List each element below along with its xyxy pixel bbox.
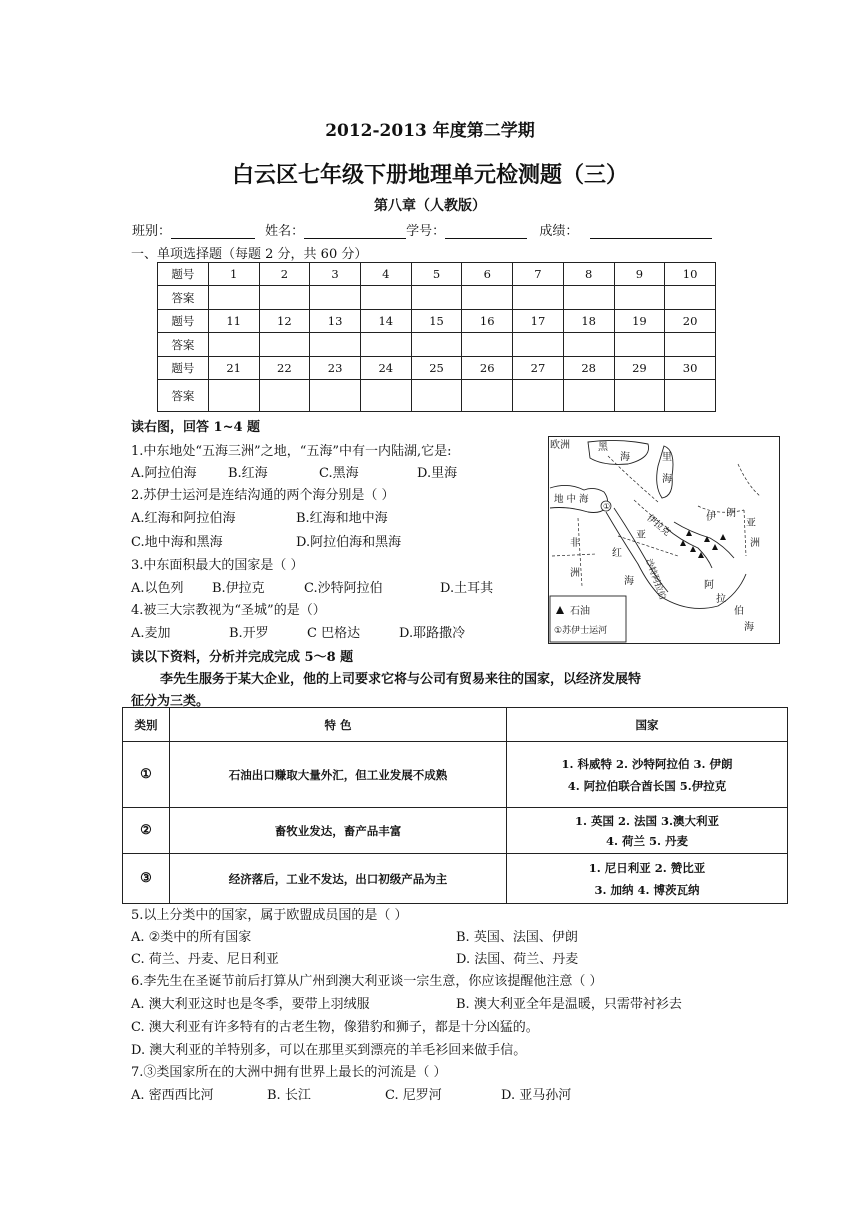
question-number: 12: [259, 310, 310, 333]
student-info-fields: [132, 220, 712, 239]
row-label-number: 题号: [158, 310, 209, 333]
option[interactable]: D.阿拉伯海和黑海: [296, 535, 402, 550]
option[interactable]: D. 亚马孙河: [501, 1088, 572, 1103]
answer-cell[interactable]: [462, 286, 513, 310]
option[interactable]: A. 澳大利亚这时也是冬季，要带上羽绒服: [131, 997, 370, 1012]
option[interactable]: B.红海: [228, 466, 268, 481]
option[interactable]: D. 澳大利亚的羊特别多，可以在那里买到漂亮的羊毛衫回来做手信。: [131, 1043, 527, 1058]
map-label: 海: [624, 576, 634, 587]
map-label: ①: [603, 502, 611, 511]
answer-cell[interactable]: [614, 333, 665, 357]
feature-cell: 石油出口赚取大量外汇，但工业发展不成熟: [170, 742, 507, 808]
map-label: 洲: [570, 568, 580, 579]
option[interactable]: C 巴格达: [307, 626, 361, 641]
map-label: 朗: [726, 508, 736, 519]
map-label: 非: [570, 538, 580, 549]
option[interactable]: B.伊拉克: [212, 581, 265, 596]
material-text-2: 征分为三类。: [131, 694, 210, 709]
question-2-options-row2: [131, 531, 402, 550]
section-heading: 一、单项选择题（每题 2 分，共 60 分）: [131, 247, 368, 262]
header-feature: 特 色: [170, 708, 507, 742]
countries-line: 1. 尼日利亚 2. 赞比亚: [588, 860, 706, 875]
map-label: 欧洲: [550, 440, 570, 451]
map-label: 地 中 海: [554, 494, 589, 505]
question-number: 23: [310, 357, 361, 380]
question-number: 9: [614, 263, 665, 286]
answer-cell[interactable]: [513, 380, 564, 412]
score-blank[interactable]: [590, 224, 712, 239]
name-blank[interactable]: [304, 224, 406, 239]
question-number: 26: [462, 357, 513, 380]
countries-line: 4. 阿拉伯联合酋长国 5.伊拉克: [567, 778, 727, 793]
answer-cell[interactable]: [360, 333, 411, 357]
question-3: 3.中东面积最大的国家是（ ）: [131, 558, 304, 573]
header-category: 类别: [123, 708, 170, 742]
question-number: 29: [614, 357, 665, 380]
question-number: 3: [310, 263, 361, 286]
number-row: [158, 357, 716, 380]
question-number: 18: [563, 310, 614, 333]
map-label: 里: [662, 452, 672, 463]
classification-table: [122, 707, 788, 904]
legend-oil: 石油: [570, 606, 590, 617]
question-number: 25: [411, 357, 462, 380]
question-number: 15: [411, 310, 462, 333]
question-number: 7: [513, 263, 564, 286]
answer-cell[interactable]: [462, 333, 513, 357]
answer-table: [157, 262, 716, 412]
question-number: 13: [310, 310, 361, 333]
question-5: 5.以上分类中的国家，属于欧盟成员国的是（ ）: [131, 908, 408, 923]
answer-cell[interactable]: [310, 380, 361, 412]
answer-row: [158, 333, 716, 357]
answer-cell[interactable]: [259, 333, 310, 357]
question-4: 4.被三大宗教视为“圣城”的是（）: [131, 603, 326, 618]
class-label: 班别：: [132, 224, 172, 239]
countries-line: 1. 科威特 2. 沙特阿拉伯 3. 伊朗: [561, 756, 733, 771]
option[interactable]: C.沙特阿拉伯: [304, 581, 383, 596]
map-label: 海: [744, 622, 754, 633]
row-label-answer: 答案: [158, 333, 209, 357]
option[interactable]: B. 澳大利亚全年是温暖，只需带衬衫去: [456, 997, 682, 1012]
answer-cell[interactable]: [310, 286, 361, 310]
map-label: 海: [662, 474, 672, 485]
page-subtitle: 第八章（人教版）: [374, 198, 486, 214]
question-number: 11: [208, 310, 259, 333]
row-label-answer: 答案: [158, 286, 209, 310]
feature-cell: 畜牧业发达，畜产品丰富: [170, 808, 507, 854]
option[interactable]: B. 长江: [267, 1088, 311, 1103]
number-row: [158, 263, 716, 286]
option[interactable]: D. 法国、荷兰、丹麦: [456, 952, 579, 967]
answer-cell[interactable]: [360, 286, 411, 310]
question-6: 6.李先生在圣诞节前后打算从广州到澳大利亚谈一宗生意，你应该提醒他注意（ ）: [131, 974, 603, 989]
map-label: 阿: [704, 580, 714, 591]
question-number: 16: [462, 310, 513, 333]
question-4-options: [131, 622, 466, 641]
id-blank[interactable]: [445, 224, 527, 239]
question-number: 4: [360, 263, 411, 286]
question-number: 10: [665, 263, 716, 286]
question-number: 22: [259, 357, 310, 380]
question-number: 19: [614, 310, 665, 333]
school-year: 2012-2013 年度第二学期: [325, 121, 535, 141]
question-number: 17: [513, 310, 564, 333]
question-2-options-row1: [131, 507, 388, 526]
option[interactable]: C.地中海和黑海: [131, 535, 223, 550]
question-number: 14: [360, 310, 411, 333]
material-text-1: 李先生服务于某大企业，他的上司要求它将与公司有贸易来往的国家，以经济发展特: [160, 672, 642, 687]
answer-cell[interactable]: [614, 380, 665, 412]
question-number: 28: [563, 357, 614, 380]
map-label: 红: [612, 548, 622, 559]
row-label-answer: 答案: [158, 380, 209, 412]
answer-cell[interactable]: [462, 380, 513, 412]
map-label: 拉: [716, 594, 726, 605]
question-number: 20: [665, 310, 716, 333]
number-row: [158, 310, 716, 333]
header-countries: 国家: [507, 708, 788, 742]
question-1-options: [131, 462, 458, 481]
answer-cell[interactable]: [310, 333, 361, 357]
option[interactable]: B. 英国、法国、伊朗: [456, 930, 578, 945]
answer-cell[interactable]: [259, 286, 310, 310]
question-number: 6: [462, 263, 513, 286]
name-label: 姓名：: [265, 224, 305, 239]
answer-cell[interactable]: [513, 286, 564, 310]
map-label: 黑: [598, 442, 608, 453]
category-id: ①: [123, 742, 170, 808]
option[interactable]: D.耶路撒冷: [399, 626, 466, 641]
category-id: ③: [123, 854, 170, 904]
question-1: 1.中东地处“五海三洲”之地，“五海”中有一内陆湖,它是:: [131, 444, 452, 459]
question-number: 8: [563, 263, 614, 286]
question-7: 7.③类国家所在的大洲中拥有世界上最长的河流是（ ）: [131, 1065, 447, 1080]
id-label: 学号：: [406, 224, 446, 239]
question-7-options: [131, 1084, 572, 1103]
option[interactable]: B.开罗: [229, 626, 269, 641]
map-label: 海: [620, 452, 630, 463]
option[interactable]: A.麦加: [131, 626, 171, 641]
row-label-number: 题号: [158, 263, 209, 286]
option[interactable]: C. 荷兰、丹麦、尼日利亚: [131, 952, 279, 967]
answer-cell[interactable]: [665, 286, 716, 310]
answer-row: [158, 286, 716, 310]
map-label: 伊: [706, 512, 716, 523]
option[interactable]: A. ②类中的所有国家: [131, 930, 252, 945]
answer-cell[interactable]: [411, 380, 462, 412]
answer-cell[interactable]: [563, 333, 614, 357]
question-3-options: [131, 577, 494, 596]
question-number: 30: [665, 357, 716, 380]
map-label: 沙特阿拉伯: [643, 557, 668, 601]
question-number: 27: [513, 357, 564, 380]
question-2: 2.苏伊士运河是连结沟通的两个海分别是（ ）: [131, 488, 395, 503]
page-title: 白云区七年级下册地理单元检测题（三）: [231, 162, 628, 188]
material-intro: 读以下资料，分析并完成完成 5～8 题: [131, 650, 354, 665]
map-label: 亚: [746, 518, 756, 529]
option[interactable]: A.以色列: [131, 581, 184, 596]
option[interactable]: B.红海和地中海: [296, 511, 388, 526]
answer-cell[interactable]: [208, 333, 259, 357]
category-id: ②: [123, 808, 170, 854]
countries-cell: [507, 742, 788, 808]
answer-cell[interactable]: [208, 380, 259, 412]
answer-cell[interactable]: [259, 380, 310, 412]
countries-line: 1. 英国 2. 法国 3.澳大利亚: [574, 813, 720, 828]
option[interactable]: C. 尼罗河: [385, 1088, 442, 1103]
answer-cell[interactable]: [411, 286, 462, 310]
feature-cell: 经济落后，工业不发达，出口初级产品为主: [170, 854, 507, 904]
question-number: 1: [208, 263, 259, 286]
map-label: 伊拉克: [644, 513, 672, 539]
map-label: 伯: [734, 606, 744, 617]
middle-east-map: [548, 436, 780, 644]
legend-canal: ①苏伊士运河: [554, 626, 608, 636]
table-row: [123, 742, 788, 808]
countries-cell: [507, 854, 788, 904]
question-number: 24: [360, 357, 411, 380]
table-row: [123, 854, 788, 904]
option[interactable]: A. 密西西比河: [131, 1088, 214, 1103]
map-label: 亚: [636, 530, 646, 541]
countries-cell: [507, 808, 788, 854]
countries-line: 4. 荷兰 5. 丹麦: [605, 833, 689, 848]
answer-cell[interactable]: [665, 333, 716, 357]
answer-cell[interactable]: [563, 286, 614, 310]
class-blank[interactable]: [171, 224, 255, 239]
question-number: 5: [411, 263, 462, 286]
answer-cell[interactable]: [411, 333, 462, 357]
option[interactable]: A.阿拉伯海: [131, 466, 197, 481]
answer-cell[interactable]: [614, 286, 665, 310]
question-number: 21: [208, 357, 259, 380]
answer-cell[interactable]: [208, 286, 259, 310]
answer-cell[interactable]: [513, 333, 564, 357]
option[interactable]: A.红海和阿拉伯海: [131, 511, 236, 526]
map-intro: 读右图，回答 1~4 题: [131, 420, 261, 435]
option[interactable]: D.里海: [417, 466, 458, 481]
answer-cell[interactable]: [563, 380, 614, 412]
question-number: 2: [259, 263, 310, 286]
answer-cell[interactable]: [360, 380, 411, 412]
option[interactable]: C. 澳大利亚有许多特有的古老生物，像猎豹和狮子，都是十分凶猛的。: [131, 1020, 539, 1035]
option[interactable]: D.土耳其: [440, 581, 494, 596]
option[interactable]: C.黑海: [319, 466, 359, 481]
table-row: [123, 808, 788, 854]
row-label-number: 题号: [158, 357, 209, 380]
answer-row: [158, 380, 716, 412]
score-label: 成绩：: [539, 224, 579, 239]
answer-cell[interactable]: [665, 380, 716, 412]
map-label: 洲: [750, 538, 760, 549]
countries-line: 3. 加纳 4. 博茨瓦纳: [594, 882, 700, 897]
